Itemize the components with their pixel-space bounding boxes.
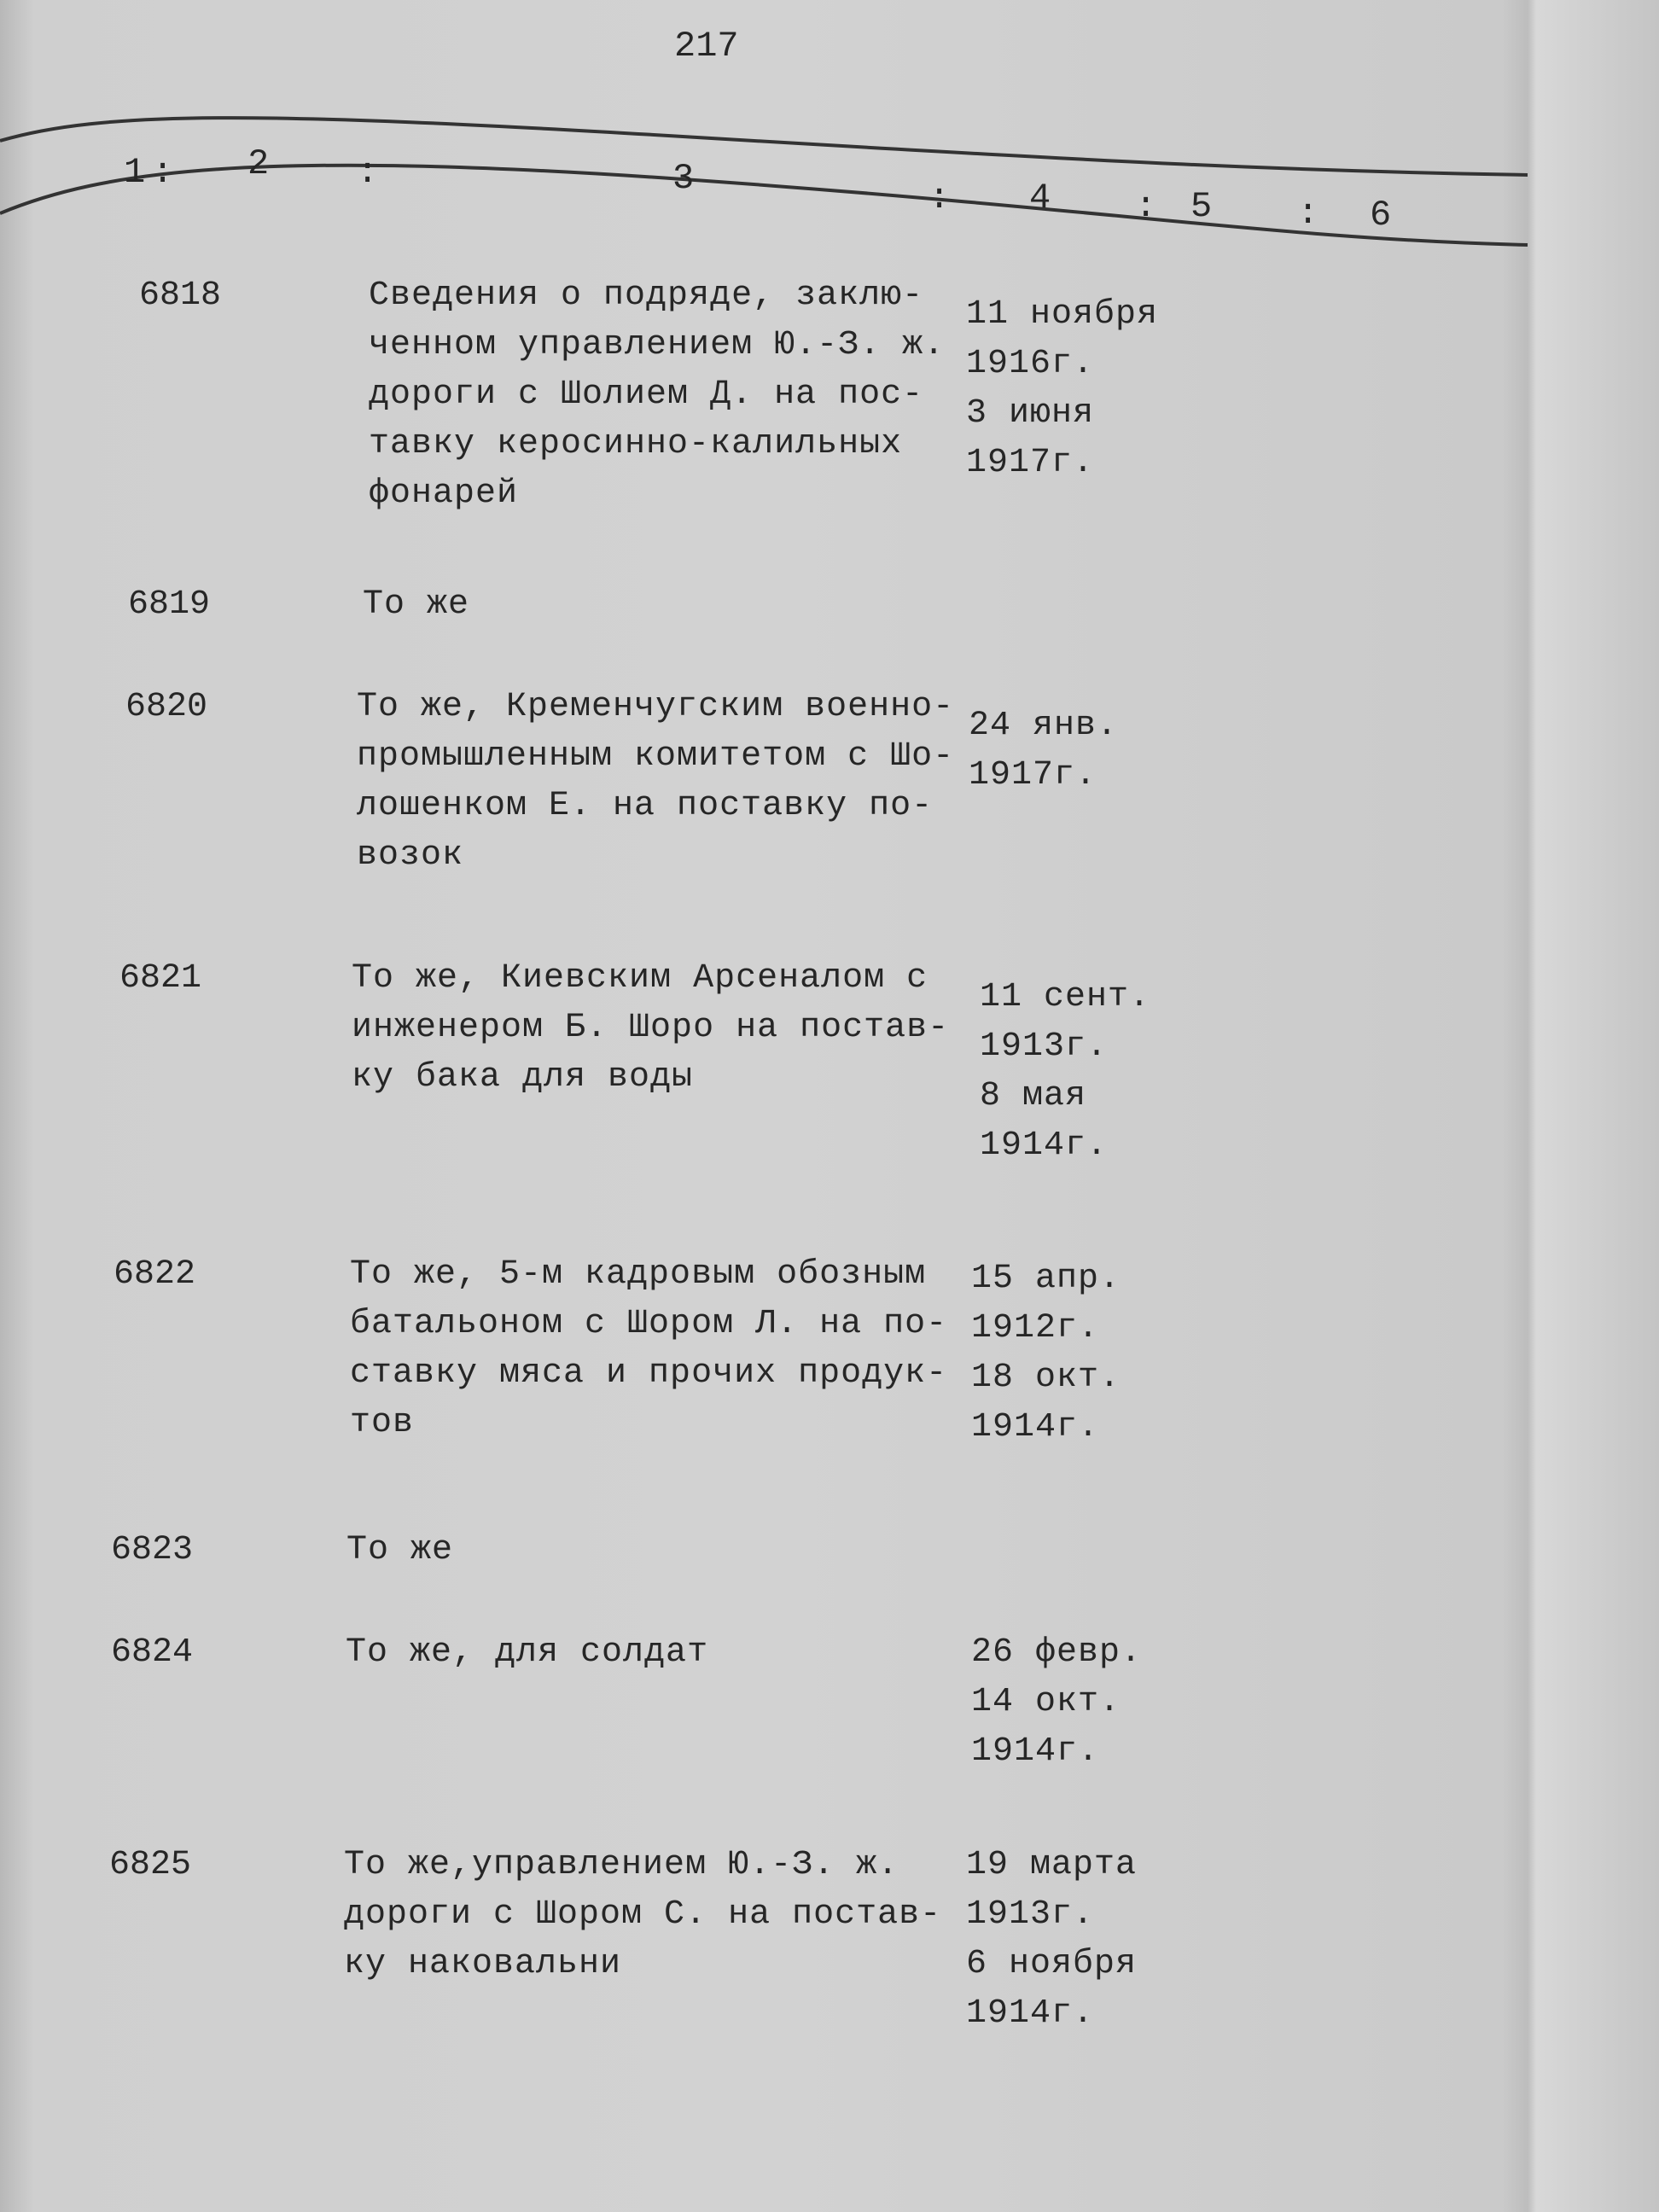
description-line: То же, Кременчугским военно-: [357, 688, 955, 726]
date-line: 18 окт.: [971, 1359, 1121, 1397]
description-line: возок: [357, 836, 464, 875]
description-line: тавку керосинно-калильных: [369, 425, 903, 463]
header-top-rule: [0, 118, 1528, 175]
description-line: То же,управлением Ю.-З. ж.: [344, 1846, 899, 1884]
column-separator: :: [928, 178, 951, 218]
column-separator: :: [1135, 186, 1157, 227]
description-line: ку наковальни: [344, 1945, 622, 1983]
item-number: 6825: [109, 1846, 192, 1884]
date-line: 1914г.: [980, 1126, 1109, 1165]
description-line: То же, для солдат: [346, 1633, 709, 1672]
description-line: ставку мяса и прочих продук-: [350, 1354, 948, 1393]
description-line: батальоном с Шором Л. на по-: [350, 1305, 948, 1343]
date-line: 6 ноября: [966, 1945, 1138, 1983]
item-description: [363, 580, 469, 630]
date-line: 1916г.: [966, 345, 1095, 383]
date-line: 14 окт.: [971, 1683, 1121, 1721]
description-line: лошенком Е. на поставку по-: [357, 787, 934, 825]
item-description: [346, 1526, 453, 1575]
item-description: [369, 271, 945, 519]
date-line: 24 янв.: [969, 707, 1119, 745]
description-line: То же: [346, 1531, 454, 1569]
description-line: То же, 5-м кадровым обозным: [350, 1255, 927, 1294]
description-line: дороги с Шором С. на постав-: [344, 1895, 942, 1934]
column-separator: :: [1297, 193, 1319, 234]
item-number: 6818: [139, 276, 222, 315]
item-number: 6824: [111, 1633, 194, 1672]
date-line: 1914г.: [971, 1732, 1100, 1771]
column-header-4: 4: [1029, 178, 1051, 218]
description-line: фонарей: [369, 474, 519, 513]
date-line: 15 апр.: [971, 1260, 1121, 1298]
date-line: 1914г.: [966, 1994, 1095, 2033]
item-number: 6821: [119, 959, 202, 998]
date-line: 1913г.: [966, 1895, 1095, 1934]
description-line: Сведения о подряде, заклю-: [369, 276, 924, 315]
item-description: [350, 1250, 947, 1448]
date-line: 1913г.: [980, 1027, 1109, 1066]
column-header-5: 5: [1190, 186, 1213, 227]
date-line: 1917г.: [966, 444, 1095, 482]
description-line: То же, Киевским Арсеналом с: [352, 959, 928, 998]
column-separator: :: [357, 152, 379, 193]
date-line: 11 сент.: [980, 978, 1151, 1016]
description-line: То же: [363, 585, 470, 624]
item-description: [352, 954, 949, 1103]
column-header-2: 2: [247, 143, 270, 184]
date-line: 1917г.: [969, 756, 1097, 795]
description-line: ченном управлением Ю.-З. ж.: [369, 326, 946, 364]
column-header-3: 3: [672, 158, 695, 199]
date-line: 19 марта: [966, 1846, 1138, 1884]
item-description: [346, 1628, 708, 1678]
item-number: 6819: [128, 585, 211, 624]
item-dates: [969, 701, 1118, 800]
description-line: промышленным комитетом с Шо-: [357, 737, 955, 776]
item-description: [357, 683, 954, 881]
date-line: 11 ноября: [966, 295, 1159, 334]
item-description: [344, 1841, 941, 1989]
item-dates: [966, 290, 1158, 488]
description-line: инженером Б. Шоро на постав-: [352, 1009, 950, 1047]
column-header-1: 1: [124, 152, 146, 193]
item-dates: [971, 1628, 1142, 1777]
date-line: 3 июня: [966, 394, 1095, 433]
item-dates: [980, 973, 1150, 1171]
date-line: 26 февр.: [971, 1633, 1143, 1672]
item-number: 6820: [125, 688, 208, 726]
date-line: 1912г.: [971, 1309, 1100, 1348]
date-line: 1914г.: [971, 1408, 1100, 1447]
description-line: тов: [350, 1404, 415, 1442]
date-line: 8 мая: [980, 1077, 1087, 1115]
page-number: 217: [674, 26, 739, 67]
item-dates: [971, 1254, 1121, 1452]
column-header-6: 6: [1370, 195, 1392, 236]
description-line: ку бака для воды: [352, 1058, 694, 1097]
item-number: 6823: [111, 1531, 194, 1569]
column-separator: :: [152, 152, 174, 193]
item-dates: [966, 1841, 1137, 2039]
item-number: 6822: [114, 1255, 196, 1294]
description-line: дороги с Шолием Д. на пос-: [369, 375, 924, 414]
